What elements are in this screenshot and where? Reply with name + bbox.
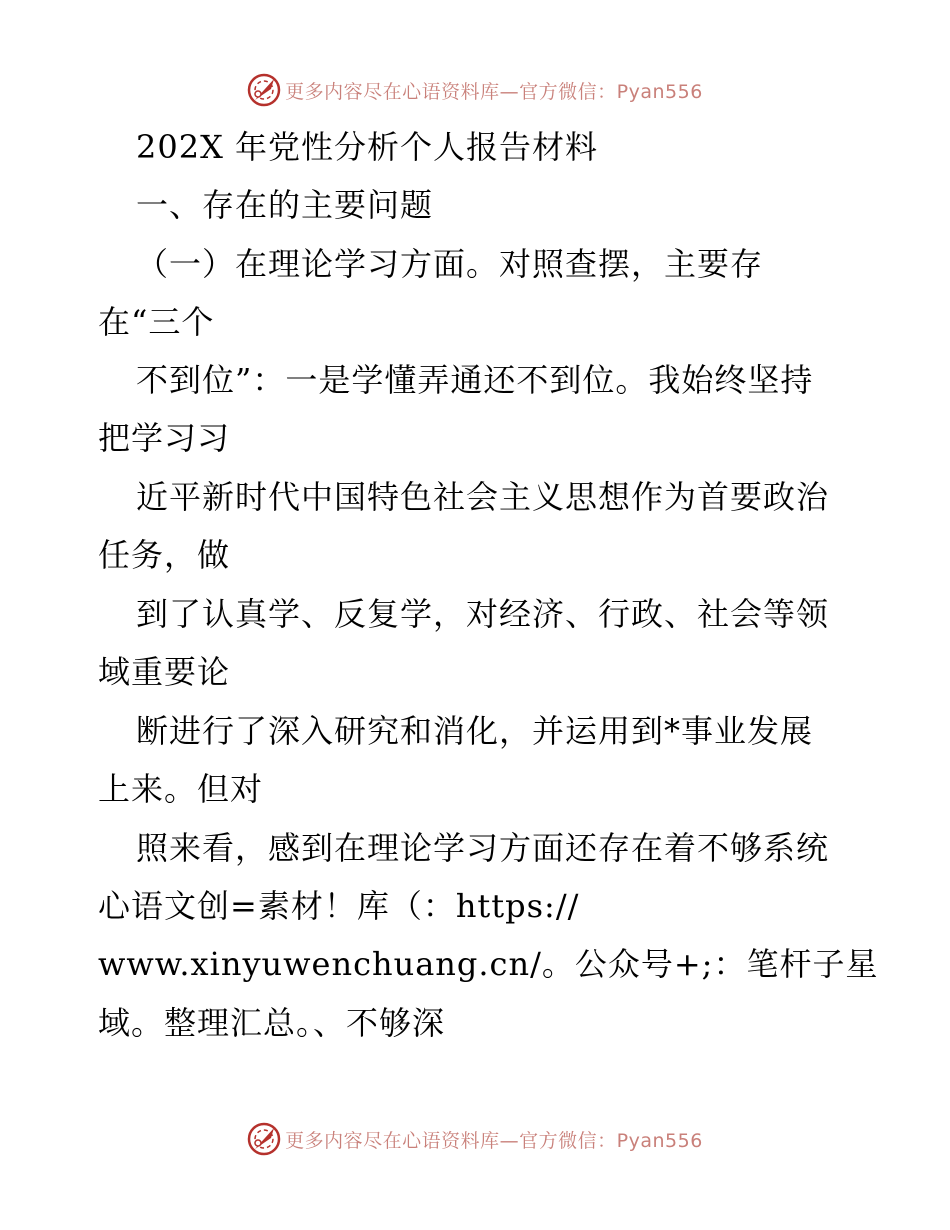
paragraph-line: www.xinyuwenchuang.cn/。公众号+;：笔杆子星 — [98, 945, 879, 983]
paragraph-line: 上来。但对 — [98, 770, 264, 808]
paragraph-line: 不到位”：一是学懂弄通还不到位。我始终坚持 — [136, 361, 814, 399]
paragraph-line: 任务，做 — [98, 536, 231, 574]
footer-banner-text: 更多内容尽在心语资料库—官方微信：Pyan556 — [285, 1129, 703, 1152]
paragraph-line: 域重要论 — [98, 653, 231, 691]
paragraph-line: 断进行了深入研究和消化，并运用到*事业发展 — [136, 712, 814, 750]
paragraph-line: 在“三个 — [98, 303, 215, 341]
paragraph-line: 把学习习 — [98, 419, 231, 457]
footer-banner — [0, 1119, 950, 1159]
paragraph-line: 到了认真学、反复学，对经济、行政、社会等领 — [136, 595, 830, 633]
paragraph-line: 照来看，感到在理论学习方面还存在着不够系统 — [136, 829, 830, 867]
header-banner-text: 更多内容尽在心语资料库—官方微信：Pyan556 — [285, 80, 703, 103]
section-heading: 一、存在的主要问题 — [136, 186, 434, 224]
quill-logo-icon — [247, 73, 281, 107]
paragraph-line: 心语文创=素材！库（：https:// — [98, 887, 580, 925]
document-title: 202X 年党性分析个人报告材料 — [136, 128, 599, 166]
paragraph-line: 近平新时代中国特色社会主义思想作为首要政治 — [136, 478, 830, 516]
header-banner — [0, 70, 950, 110]
quill-logo-icon — [247, 1122, 281, 1156]
paragraph-line: 域。整理汇总。、不够深 — [98, 1004, 446, 1042]
paragraph-line: （一）在理论学习方面。对照查摆，主要存 — [136, 245, 764, 283]
